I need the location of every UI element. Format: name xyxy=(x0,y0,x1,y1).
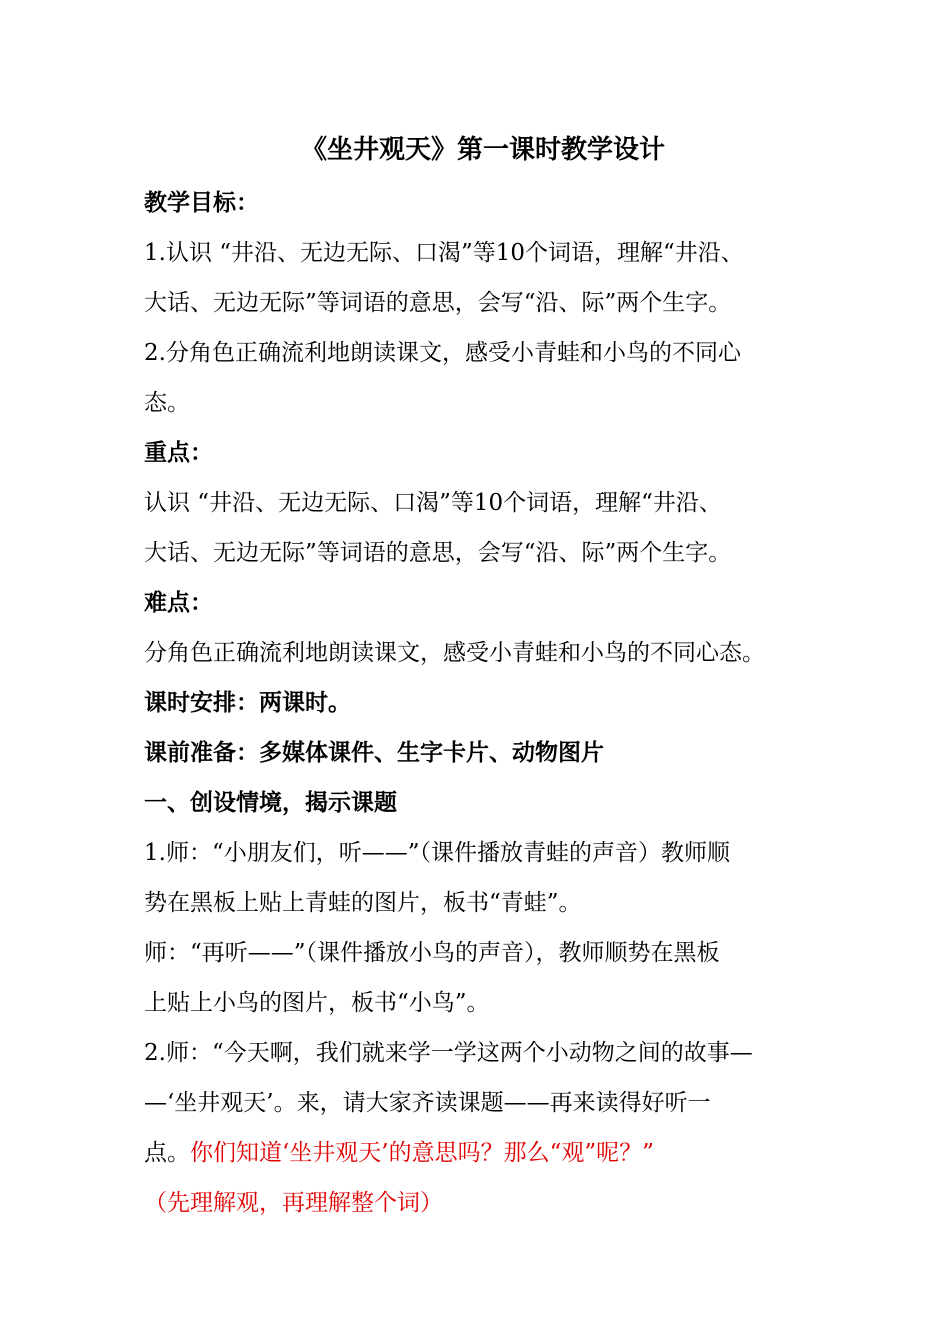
section1-paragraph-line: 势在黑板上贴上青蛙的图片，板书“青蛙”。 xyxy=(144,890,582,916)
section1-paragraph-line: 1.师：“小朋友们，听——”（课件播放青蛙的声音）教师顺 xyxy=(144,840,730,866)
document-title: 《坐井观天》第一课时教学设计 xyxy=(300,135,665,165)
document-page xyxy=(144,122,834,1228)
section1-paragraph-line: 2.师：“今天啊，我们就来学一学这两个小动物之间的故事— xyxy=(144,1040,753,1066)
highlighted-question: 你们知道‘坐井观天’的意思吗？那么“观”呢？” xyxy=(190,1140,654,1166)
highlighted-note: （先理解观，再理解整个词） xyxy=(144,1190,443,1216)
preparation-line: 课前准备：多媒体课件、生字卡片、动物图片 xyxy=(144,739,604,766)
goals-line: 1.认识 “井沿、无边无际、口渴”等10个词语，理解“井沿、 xyxy=(144,240,744,266)
section1-paragraph-line: 师：“再听——”（课件播放小鸟的声音），教师顺势在黑板 xyxy=(144,940,720,966)
section1-paragraph-line: —‘坐井观天’。来，请大家齐读课题——再来读得好听一 xyxy=(144,1090,711,1116)
difficulty-line: 分角色正确流利地朗读课文，感受小青蛙和小鸟的不同心态。 xyxy=(144,640,765,666)
key-line: 大话、无边无际”等词语的意思，会写“沿、际”两个生字。 xyxy=(144,540,732,566)
key-heading: 重点： xyxy=(144,439,213,466)
goals-line: 大话、无边无际”等词语的意思，会写“沿、际”两个生字。 xyxy=(144,290,732,316)
goals-heading: 教学目标： xyxy=(144,189,259,216)
key-line: 认识 “井沿、无边无际、口渴”等10个词语，理解“井沿、 xyxy=(144,490,722,516)
goals-line: 2.分角色正确流利地朗读课文，感受小青蛙和小鸟的不同心 xyxy=(144,340,741,366)
schedule-line: 课时安排：两课时。 xyxy=(144,689,351,716)
section1-paragraph-line: 上贴上小鸟的图片，板书“小鸟”。 xyxy=(144,990,490,1016)
paragraph-text: 点。 xyxy=(144,1140,190,1166)
section1-heading: 一、创设情境，揭示课题 xyxy=(144,789,397,816)
difficulty-heading: 难点： xyxy=(144,589,213,616)
section1-paragraph-line xyxy=(144,1128,834,1178)
goals-line: 态。 xyxy=(144,390,190,416)
